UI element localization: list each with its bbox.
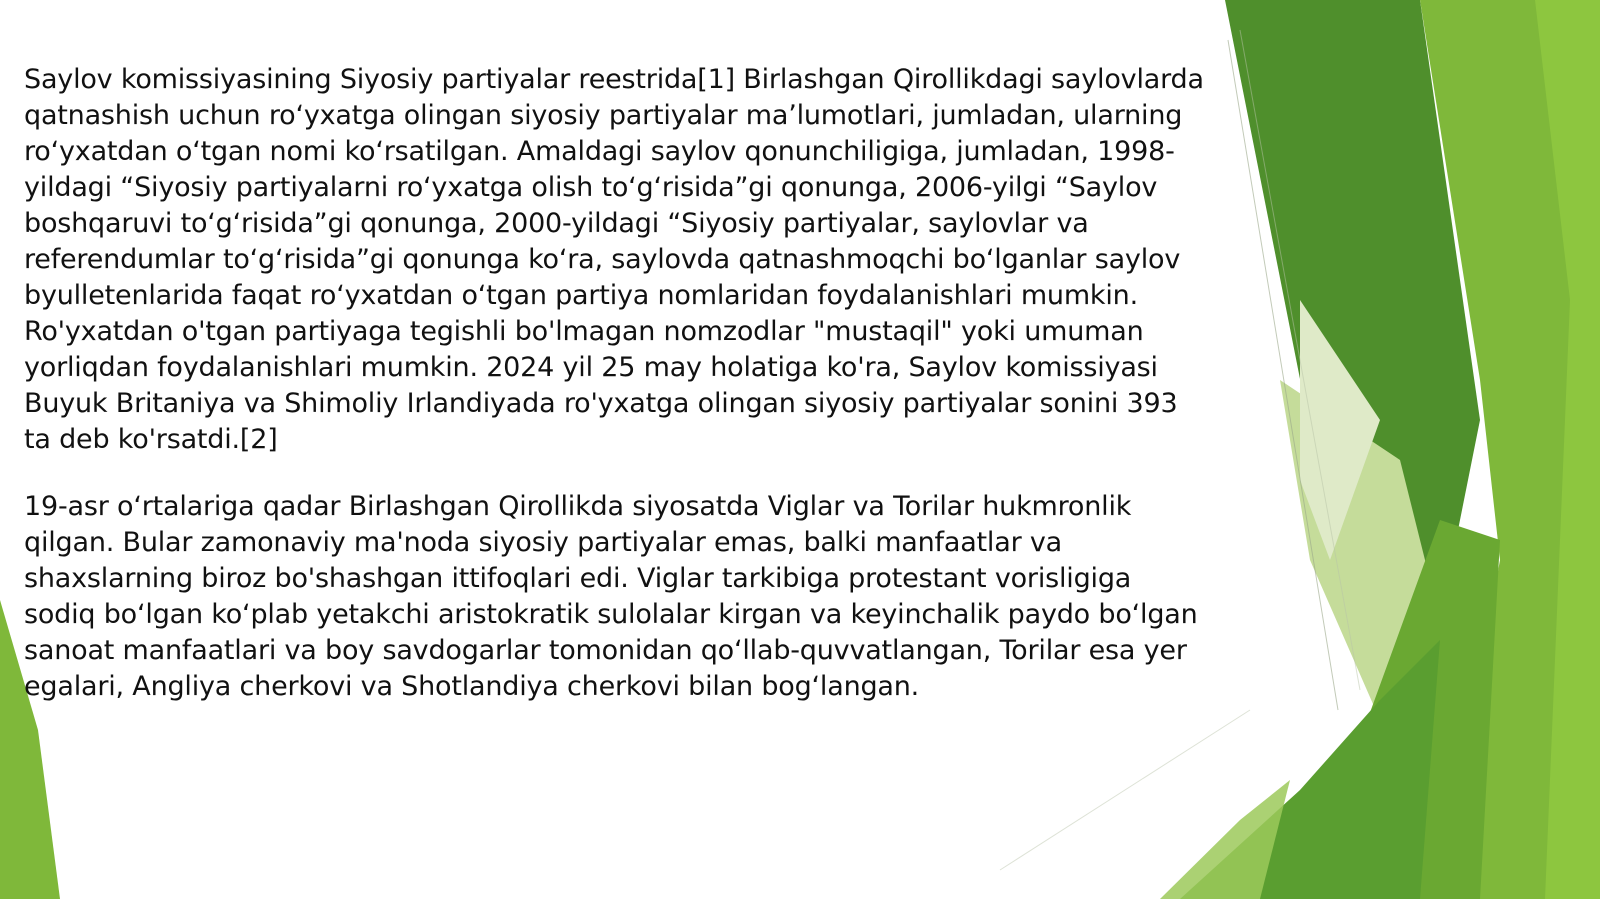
paragraph-1: Saylov komissiyasining Siyosiy partiyalar reestrida[1] Birlashgan Qirollikdagi saylovlarda qatnashish uchun roʻyxatga olingan siyosiy partiyalar maʼlumotlari, jumladan, ularning roʻyxatdan oʻtgan nomi koʻrsatilgan. Amaldagi saylov qonunchiligiga, jumladan, 1998-yildagi “Siyosiy partiyalarni roʻyxatga olish toʻgʻrisida”gi qonunga, 2006-yilgi “Saylov boshqaruvi toʻgʻrisida”gi qonunga, 2000-yildagi “Siyosiy partiyalar, saylovlar va referendumlar toʻgʻrisida”gi qonunga koʻra, saylovda qatnashmoqchi boʻlganlar saylov byulletenlarida faqat roʻyxatdan oʻtgan partiya nomlaridan foydalanishlari mumkin. Ro'yxatdan o'tgan partiyaga tegishli bo'lmagan nomzodlar "mustaqil" yoki umuman yorliqdan foydalanishlari mumkin. 2024 yil 25 may holatiga ko'ra, Saylov komissiyasi Buyuk Britaniya va Shimoliy Irlandiyada ro'yxatga olingan siyosiy partiyalar sonini 393 ta deb ko'rsatdi.[2] <box>24 64 1204 455</box>
slide-body-text <box>24 62 1204 736</box>
paragraph-2: 19-asr oʻrtalariga qadar Birlashgan Qirollikda siyosatda Viglar va Torilar hukmronlik qilgan. Bular zamonaviy ma'noda siyosiy partiyalar emas, balki manfaatlar va shaxslarning biroz bo'shashgan ittifoqlari edi. Viglar tarkibiga protestant vorisligiga sodiq boʻlgan koʻplab yetakchi aristokratik sulolalar kirgan va keyinchalik paydo boʻlgan sanoat manfaatlari va boy savdogarlar tomonidan qoʻllab-quvvatlangan, Torilar esa yer egalari, Angliya cherkovi va Shotlandiya cherkovi bilan bogʻlangan. <box>24 491 1198 702</box>
